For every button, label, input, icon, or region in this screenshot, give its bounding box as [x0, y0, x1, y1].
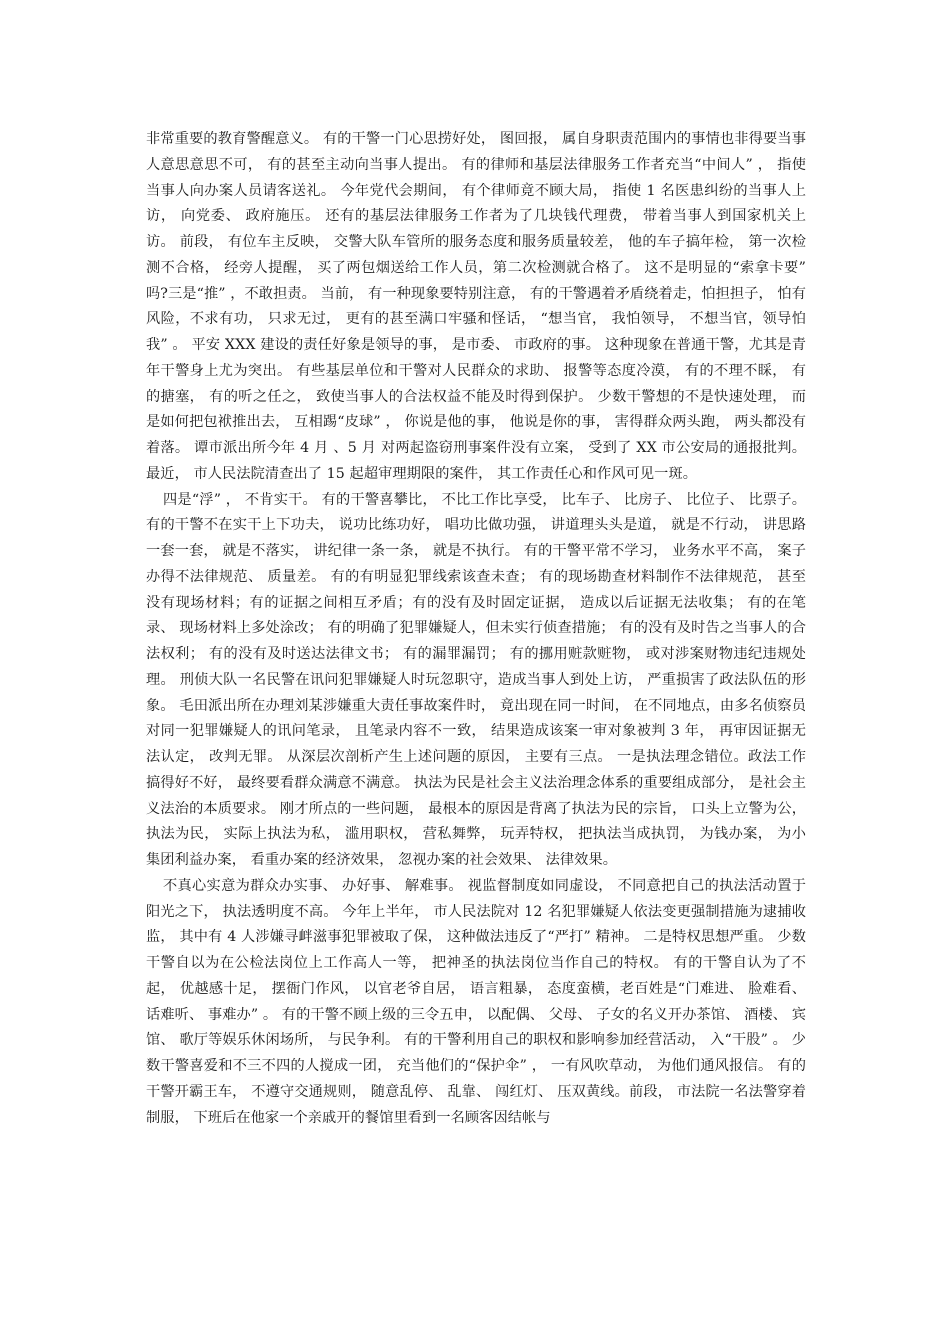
- document-page: [146, 127, 806, 1131]
- paragraph-1: 非常重要的教育警醒意义。 有的干警一门心思捞好处， 图回报， 属自身职责范围内的事情也非得要当事人意思意思不可， 有的甚至主动向当事人提出。 有的律师和基层法律服务工作者充当“中间人” ， 指使当事人向办案人员请客送礼。 今年党代会期间， 有个律师竟不顾大局， 指使 1 名医患纠纷的当事人上访， 向党委、 政府施压。 还有的基层法律服务工作者为了几块钱代理费， 带着当事人到国家机关上访。 前段， 有位车主反映， 交警大队车管所的服务态度和服务质量较差， 他的车子搞年检， 第一次检测不合格， 经旁人提醒， 买了两包烟送给工作人员，第二次检测就合格了。 这不是明显的“索拿卡要” 吗?三是“推” ，不敢担责。 当前， 有一种现象要特别注意， 有的干警遇着矛盾绕着走，怕担担子， 怕有风险，不求有功， 只求无过， 更有的甚至满口牢骚和怪话， “想当官， 我怕领导， 不想当官，领导怕我” 。 平安 XXX 建设的责任好象是领导的事， 是市委、 市政府的事。 这种现象在普通干警，尤其是青年干警身上尤为突出。 有些基层单位和干警对人民群众的求助、 报警等态度冷漠， 有的不理不睬， 有的搪塞， 有的听之任之， 致使当事人的合法权益不能及时得到保护。 少数干警想的不是快速处理， 而是如何把包袱推出去， 互相踢“皮球” ， 你说是他的事， 他说是你的事， 害得群众两头跑， 两头都没有着落。 谭市派出所今年 4 月 、5 月 对两起盗窃刑事案件没有立案， 受到了 XX 市公安局的通报批判。最近， 市人民法院清查出了 15 起超审理期限的案件， 其工作责任心和作风可见一斑。: [146, 131, 806, 482]
- paragraph-3: 不真心实意为群众办实事、 办好事、 解难事。 视监督制度如同虚设， 不同意把自己的执法活动置于阳光之下， 执法透明度不高。 今年上半年， 市人民法院对 12 名犯罪嫌疑人依法变更强制措施为逮捕收监， 其中有 4 人涉嫌寻衅滋事犯罪被取了保， 这种做法违反了“严打” 精神。 二是特权思想严重。 少数干警自以为在公检法岗位上工作高人一等， 把神圣的执法岗位当作自己的特权。 有的干警自认为了不起， 优越感十足， 摆衙门作风， 以官老爷自居， 语言粗暴， 态度蛮横，老百姓是“门难进、 脸难看、 话难听、 事难办” 。 有的干警不顾上级的三令五申， 以配偶、 父母、 子女的名义开办茶馆、 酒楼、 宾馆、 歌厅等娱乐休闲场所， 与民争利。 有的干警利用自己的职权和影响参加经营活动， 入“干股” 。 少数干警喜爱和不三不四的人搅成一团， 充当他们的“保护伞” ， 一有风吹草动， 为他们通风报信。 有的干警开霸王车， 不遵守交通规则， 随意乱停、 乱靠、 闯红灯、 压双黄线。前段， 市法院一名法警穿着制服， 下班后在他家一个亲戚开的餐馆里看到一名顾客因结帐与: [146, 877, 806, 1126]
- paragraph-2: 四是“浮” ， 不肯实干。 有的干警喜攀比， 不比工作比享受， 比车子、 比房子、 比位子、 比票子。 有的干警不在实干上下功夫， 说功比练功好， 唱功比做功强， 讲道理头头是道， 就是不行动， 讲思路一套一套， 就是不落实， 讲纪律一条一条， 就是不执行。 有的干警平常不学习， 业务水平不高， 案子办得不法律规范、 质量差。 有的有明显犯罪线索该查未查； 有的现场勘查材料制作不法律规范， 甚至没有现场材料；有的证据之间相互矛盾；有的没有及时固定证据， 造成以后证据无法收集； 有的在笔录、 现场材料上多处涂改； 有的明确了犯罪嫌疑人，但未实行侦查措施； 有的没有及时告之当事人的合法权利； 有的没有及时送达法律文书； 有的漏罪漏罚； 有的挪用赃款赃物， 或对涉案财物违纪违规处理。 刑侦大队一名民警在讯问犯罪嫌疑人时玩忽职守，造成当事人到处上访， 严重损害了政法队伍的形象。 毛田派出所在办理刘某涉嫌重大责任事故案件时， 竟出现在同一时间， 在不同地点，由多名侦察员对同一犯罪嫌疑人的讯问笔录， 且笔录内容不一致， 结果造成该案一审对象被判 3 年， 再审因证据无法认定， 改判无罪。 从深层次剖析产生上述问题的原因， 主要有三点。 一是执法理念错位。政法工作搞得好不好， 最终要看群众满意不满意。 执法为民是社会主义法治理念体系的重要组成部分， 是社会主义法治的本质要求。 刚才所点的一些问题， 最根本的原因是背离了执法为民的宗旨， 口头上立警为公， 执法为民， 实际上执法为私， 滥用职权， 营私舞弊， 玩弄特权， 把执法当成执罚， 为钱办案， 为小集团利益办案， 看重办案的经济效果， 忽视办案的社会效果、 法律效果。: [146, 491, 806, 868]
